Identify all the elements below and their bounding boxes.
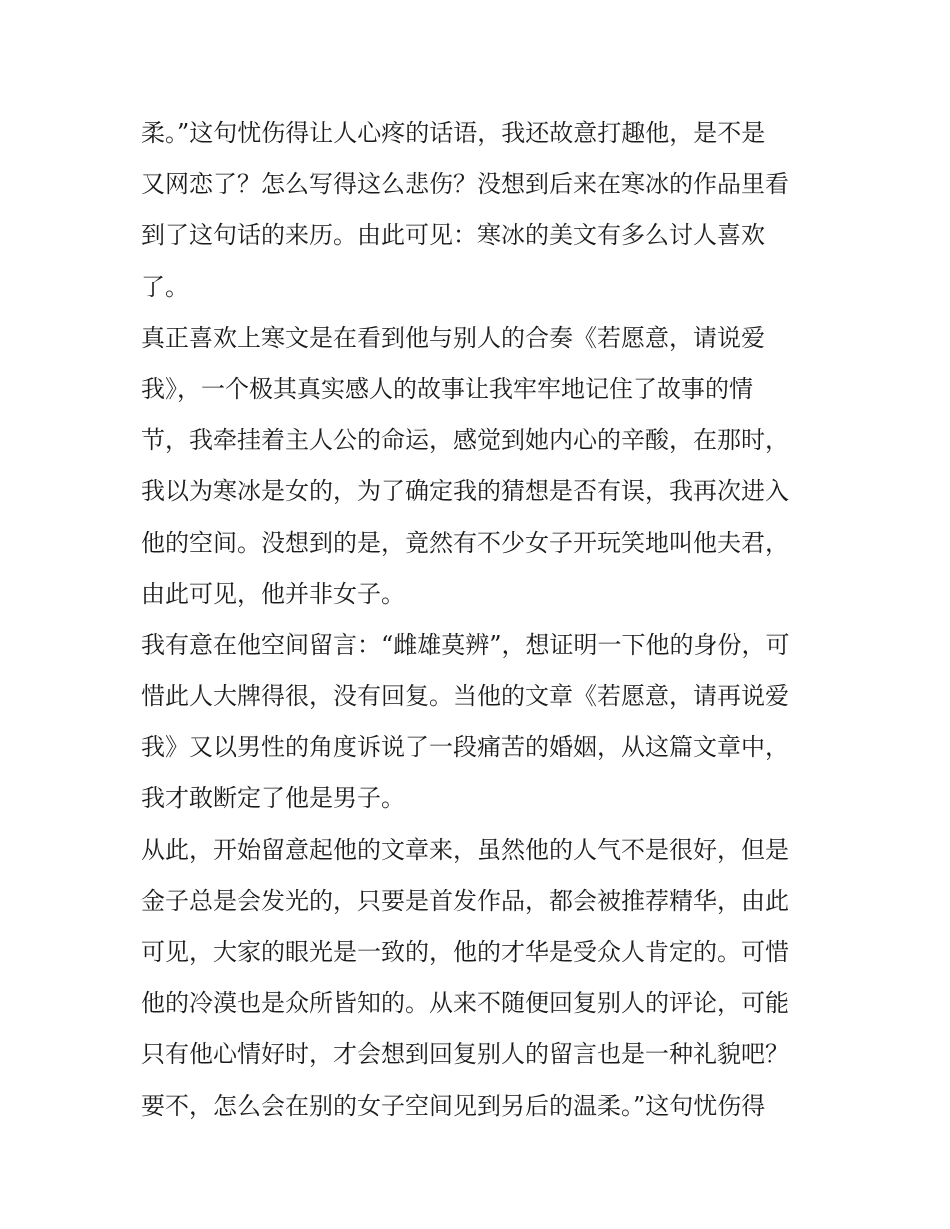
text-line: 我以为寒冰是女的，为了确定我的猜想是否有误，我再次进入	[141, 477, 789, 506]
text-line: 节，我牵挂着主人公的命运，感觉到她内心的辛酸，在那时，	[141, 426, 789, 455]
text-line: 由此可见，他并非女子。	[141, 579, 405, 608]
text-line: 到了这句话的来历。由此可见：寒冰的美文有多么讨人喜欢	[141, 221, 765, 250]
text-line: 他的冷漠也是众所皆知的。从来不随便回复别人的评论，可能	[141, 989, 789, 1018]
text-line: 我有意在他空间留言：“雌雄莫辨”，想证明一下他的身份，可	[141, 630, 790, 659]
text-line: 真正喜欢上寒文是在看到他与别人的合奏《若愿意，请说爱	[141, 323, 765, 352]
text-line: 他的空间。没想到的是，竟然有不少女子开玩笑地叫他夫君，	[141, 528, 789, 557]
text-line: 要不，怎么会在别的女子空间见到另后的温柔。”这句忧伤得	[141, 1091, 766, 1120]
text-line: 我》又以男性的角度诉说了一段痛苦的婚姻，从这篇文章中，	[141, 733, 789, 762]
text-line: 从此，开始留意起他的文章来，虽然他的人气不是很好，但是	[141, 835, 789, 864]
text-line: 我才敢断定了他是男子。	[141, 784, 405, 813]
text-line: 了。	[141, 272, 189, 301]
text-line: 柔。”这句忧伤得让人心疼的话语，我还故意打趣他，是不是	[141, 119, 766, 147]
text-line: 惜此人大牌得很，没有回复。当他的文章《若愿意，请再说爱	[141, 682, 789, 711]
text-line: 只有他心情好时，才会想到回复别人的留言也是一种礼貌吧？	[141, 1040, 789, 1069]
text-line: 金子总是会发光的，只要是首发作品，都会被推荐精华，由此	[141, 886, 789, 915]
body-text	[141, 108, 821, 1132]
text-line: 我》，一个极其真实感人的故事让我牢牢地记住了故事的情	[141, 374, 753, 403]
text-line: 可见，大家的眼光是一致的，他的才华是受众人肯定的。可惜	[141, 938, 789, 966]
text-line: 又网恋了？怎么写得这么悲伤？没想到后来在寒冰的作品里看	[141, 170, 789, 199]
